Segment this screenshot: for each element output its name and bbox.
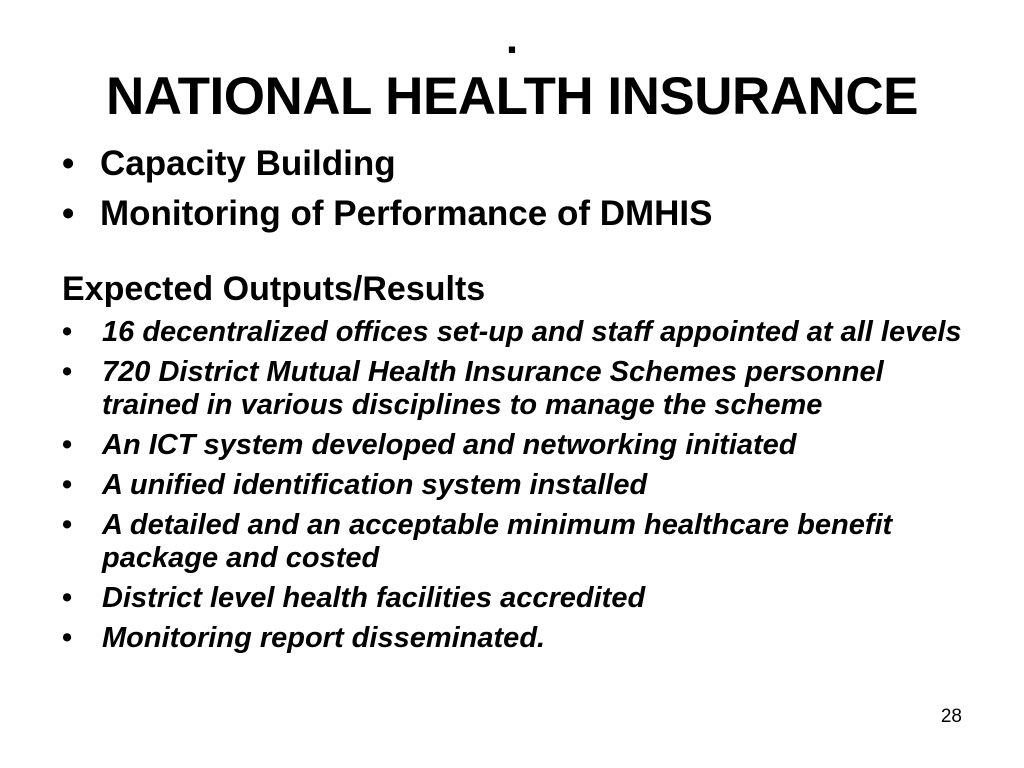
top-bullet-item [62,193,982,235]
output-text: An ICT system developed and networking initiated [102,429,797,461]
expected-outputs-heading: Expected Outputs/Results [62,270,486,308]
bullet-icon: • [62,316,73,348]
output-item [62,356,982,422]
output-item [62,469,982,502]
bullet-icon: • [62,429,73,461]
output-text: District level health facilities accredited [102,582,646,614]
output-text: Monitoring report disseminated. [102,622,546,654]
bullet-icon: • [62,509,73,541]
output-text: A unified identification system installed [102,469,648,501]
title-dot: . [505,14,519,63]
output-text: A detailed and an acceptable minimum healthcare benefit package and costed [102,509,893,574]
output-item [62,509,982,575]
page-number: 28 [940,706,962,727]
bullet-icon: • [62,144,75,183]
top-bullet-text: Capacity Building [100,144,396,183]
bullet-icon: • [62,194,75,233]
bullet-icon: • [62,622,73,654]
bullet-icon: • [62,469,73,501]
bullet-icon: • [62,582,73,614]
bullet-icon: • [62,356,73,388]
outputs-list [62,316,982,662]
output-item [62,582,982,615]
output-text: 720 District Mutual Health Insurance Schemes personnel trained in various disciplines to manage the scheme [102,356,884,421]
top-bullet-item [62,143,982,185]
output-item [62,429,982,462]
output-text: 16 decentralized offices set-up and staff appointed at all levels [102,316,962,348]
output-item [62,622,982,655]
output-item [62,316,982,349]
top-bullet-list [62,143,982,243]
slide-title: NATIONAL HEALTH INSURANCE [106,67,918,126]
top-bullet-text: Monitoring of Performance of DMHIS [100,194,713,233]
